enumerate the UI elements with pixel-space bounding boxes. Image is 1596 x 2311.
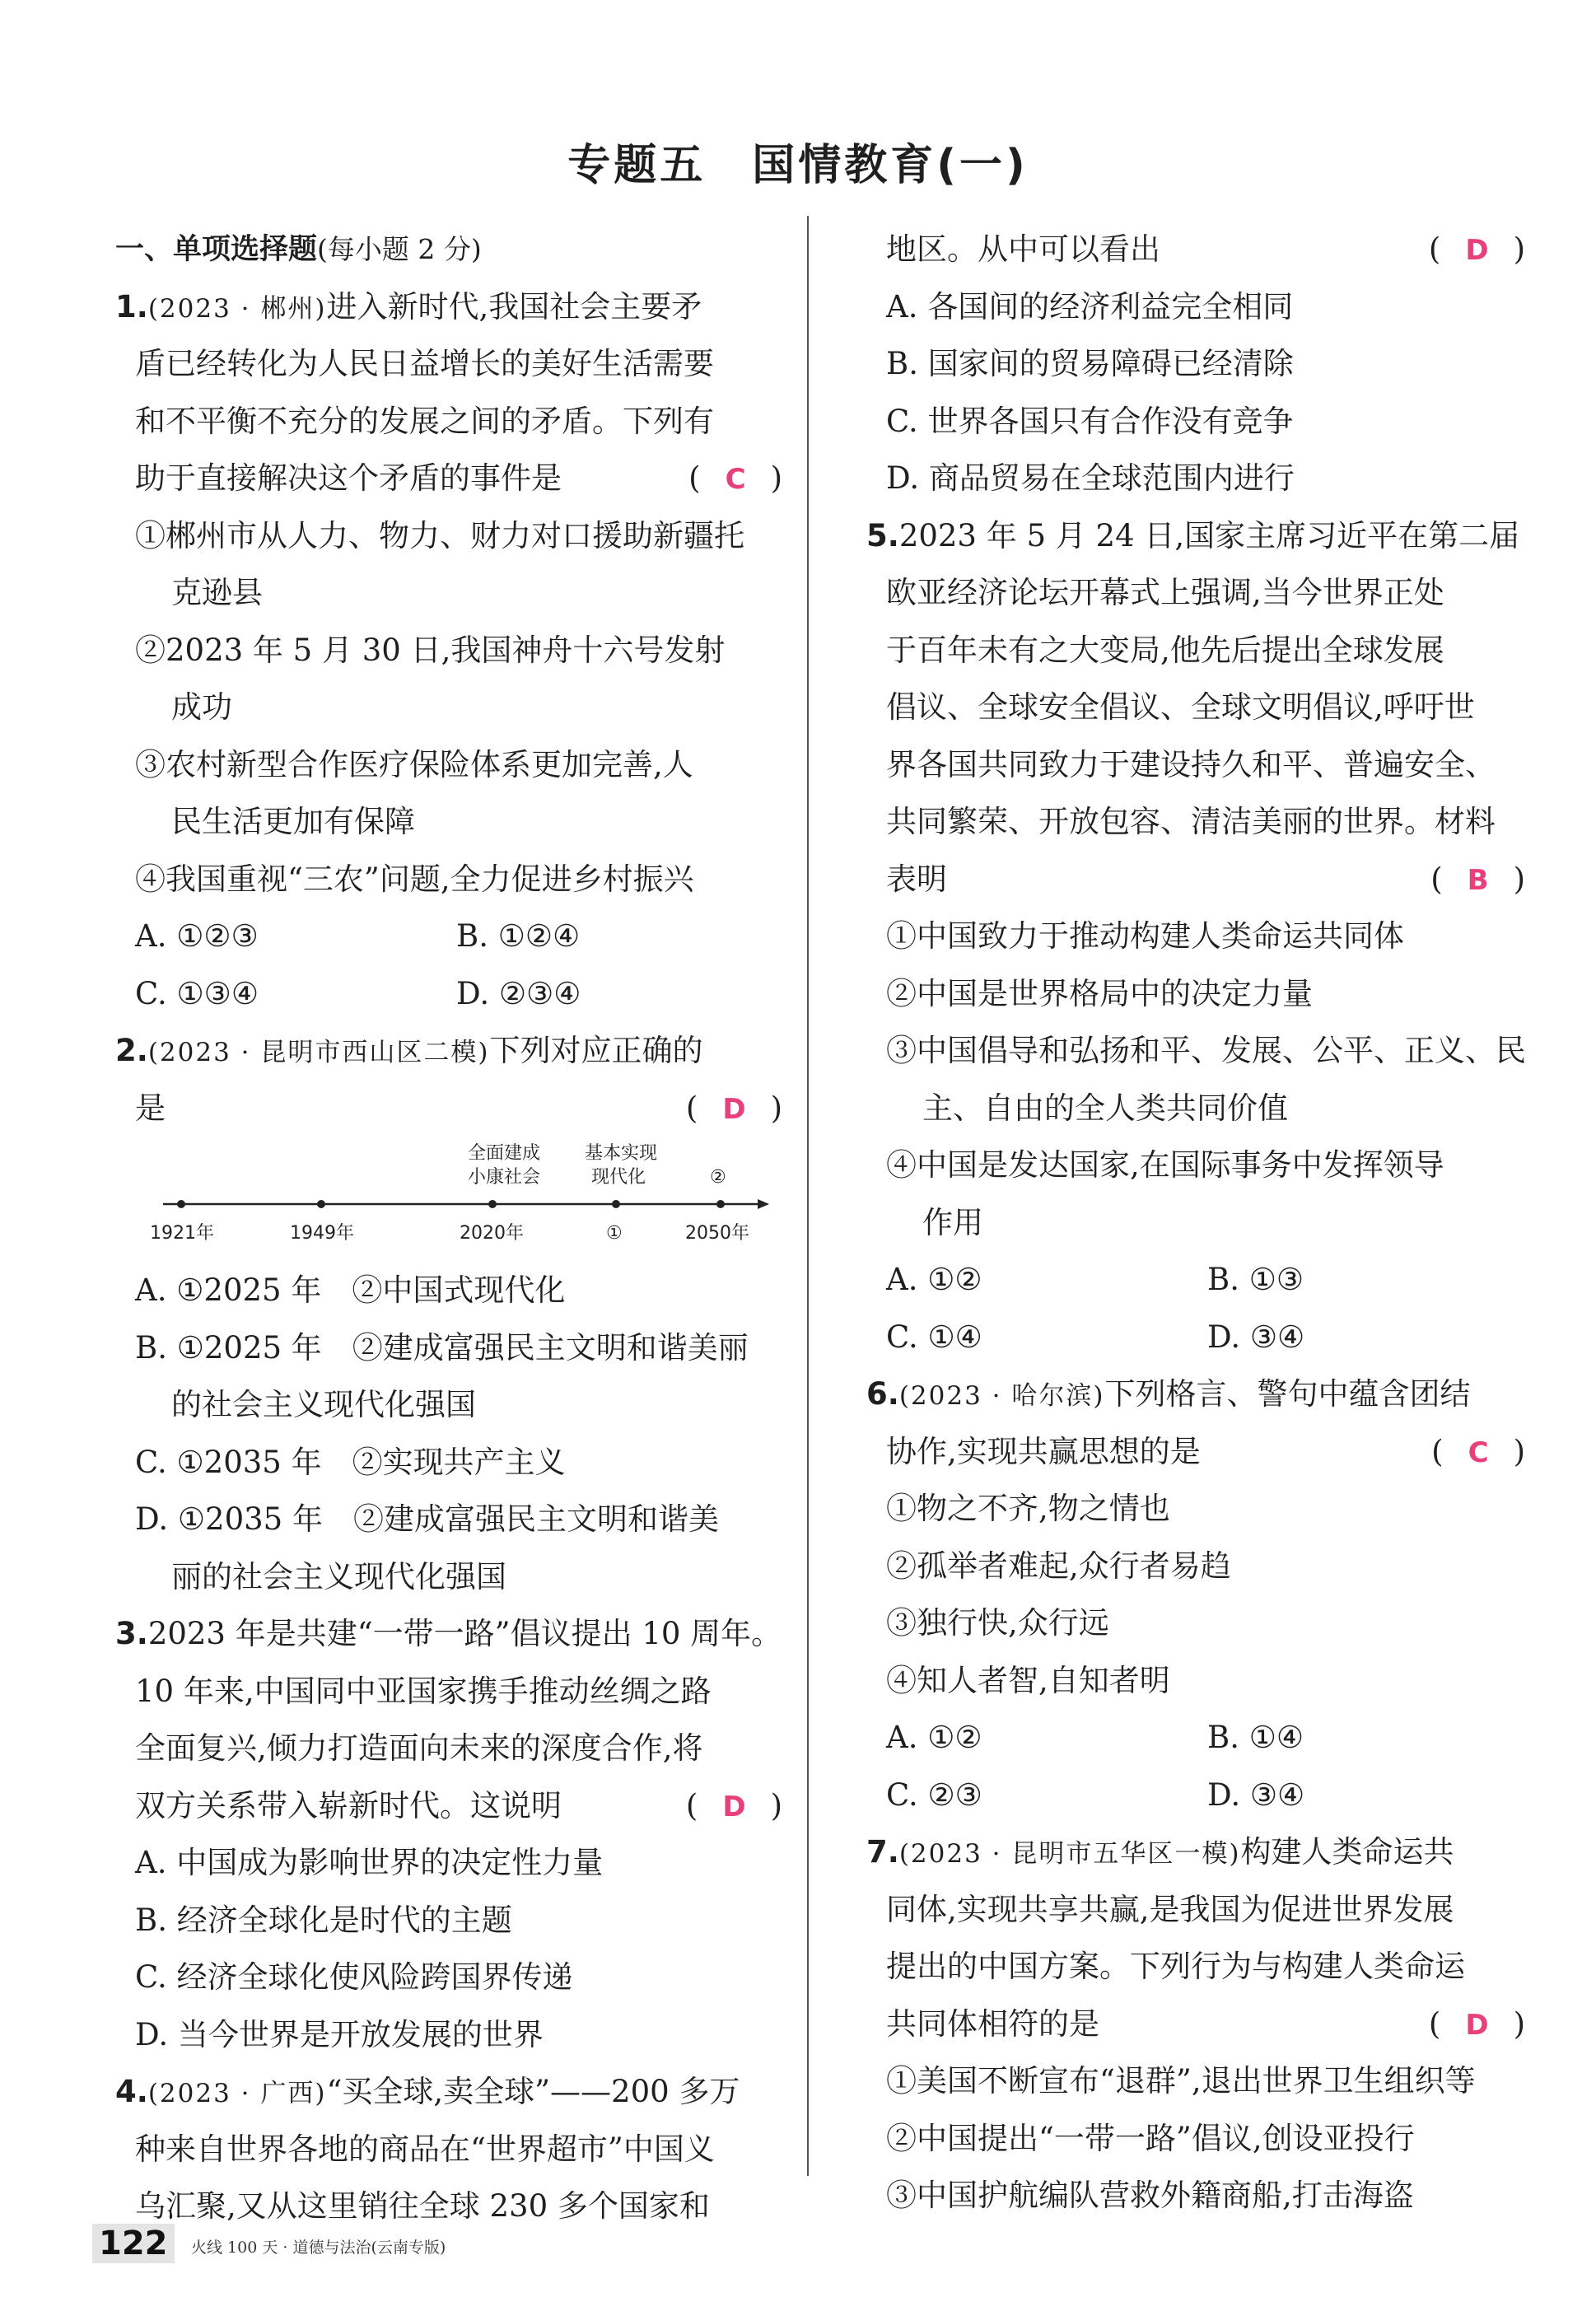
- stem-text: 进入新时代,我国社会主要矛: [326, 288, 702, 324]
- option-b: B. 经济全球化是时代的主题: [135, 1902, 512, 1938]
- timeline-year: 1949年: [290, 1223, 354, 1244]
- stem-line: [866, 221, 1525, 278]
- statement-item: ④知人者智,自知者明: [886, 1662, 1170, 1698]
- answer-letter: D: [722, 1092, 746, 1126]
- left-column: [115, 221, 782, 2235]
- option-a: A. ①②: [886, 1262, 982, 1297]
- stem-text: “买全球,卖全球”——200 多万: [326, 2074, 740, 2109]
- answer-bracket: ( D ): [1428, 2005, 1525, 2042]
- stem-line: 界各国共同致力于建设持久和平、普遍安全、: [886, 746, 1496, 782]
- option-a: A. ①②: [886, 1720, 982, 1755]
- statement-item: ③独行快,众行远: [886, 1605, 1109, 1641]
- timeline-year: 1921年: [150, 1223, 214, 1244]
- timeline-label-end: ②: [710, 1167, 726, 1188]
- timeline-label-mid-line2: 现代化: [591, 1167, 646, 1188]
- section-label: 一、单项选择题: [115, 233, 318, 266]
- column-divider: [807, 216, 809, 2176]
- option-d: D. ③④: [1207, 1319, 1305, 1355]
- statement-item: ①中国致力于推动构建人类命运共同体: [886, 918, 1404, 954]
- option-a: A. 中国成为影响世界的决定性力量: [135, 1845, 604, 1880]
- option-b: B. ①②④: [456, 918, 581, 954]
- timeline-year: 2020年: [460, 1223, 524, 1244]
- statement-item: ①美国不断宣布“退群”,退出世界卫生组织等: [886, 2063, 1476, 2099]
- section-heading: [115, 221, 782, 278]
- question-number: 4.: [115, 2074, 148, 2109]
- question-number: 6.: [866, 1376, 899, 1412]
- stem-text: 助于直接解决这个矛盾的事件是: [135, 460, 562, 496]
- answer-letter: B: [1467, 863, 1489, 897]
- stem-text: 双方关系带入崭新时代。这说明: [135, 1787, 562, 1823]
- option-b-continued: 的社会主义现代化强国: [171, 1387, 476, 1422]
- option-b: B. ①③: [1207, 1262, 1304, 1297]
- statement-item: ②中国提出“一带一路”倡议,创设亚投行: [886, 2120, 1415, 2156]
- stem-line: [115, 1080, 782, 1137]
- answer-bracket: ( C ): [1431, 1433, 1525, 1469]
- question-source: (2023 · 哈尔滨): [898, 1381, 1105, 1411]
- stem-text: 地区。从中可以看出: [886, 231, 1160, 267]
- question-7-stem-line: [866, 1823, 1525, 1881]
- book-title: 火线 100 天 · 道德与法治(云南专版): [191, 2239, 446, 2257]
- stem-line: 盾已经转化为人民日益增长的美好生活需要: [135, 346, 714, 381]
- timeline-dot: [612, 1200, 620, 1208]
- question-number: 5.: [866, 517, 899, 553]
- option-d: D. ③④: [1207, 1776, 1305, 1813]
- answer-letter: C: [1468, 1436, 1489, 1469]
- statement-item: ①郴州市从人力、物力、财力对口援助新疆托: [135, 517, 744, 553]
- option-d: D. ①2035 年 ②建成富强民主文明和谐美: [135, 1501, 719, 1537]
- stem-text: 协作,实现共赢思想的是: [886, 1433, 1201, 1469]
- option-row: [866, 1709, 1525, 1767]
- answer-bracket: ( C ): [688, 460, 782, 496]
- option-c: C. 经济全球化使风险跨国界传递: [135, 1959, 573, 1995]
- option-c: C. ②③: [886, 1776, 982, 1813]
- stem-text: 表明: [886, 861, 947, 897]
- page-title: 专题五 国情教育(一): [567, 141, 1029, 190]
- statement-item: 克逊县: [171, 575, 263, 610]
- question-source: (2023 · 郴州): [147, 293, 327, 324]
- answer-bracket: ( D ): [685, 1787, 782, 1823]
- question-2-stem-line: [115, 1022, 782, 1080]
- timeline-figure: [115, 1137, 782, 1262]
- timeline-label-2020-line2: 小康社会: [468, 1167, 541, 1188]
- option-d: D. 当今世界是开放发展的世界: [135, 2016, 544, 2052]
- timeline-dot: [177, 1200, 185, 1208]
- question-1-stem-line: [115, 278, 782, 336]
- stem-line: 和不平衡不充分的发展之间的矛盾。下列有: [135, 403, 714, 439]
- statement-item: ③中国护航编队营救外籍商船,打击海盗: [886, 2178, 1414, 2213]
- section-note: (每小题 2 分): [317, 233, 482, 265]
- question-number: 7.: [866, 1834, 899, 1870]
- answer-bracket: ( D ): [685, 1090, 782, 1126]
- stem-line: 同体,实现共享共赢,是我国为促进世界发展: [886, 1891, 1454, 1927]
- page-number: 122: [92, 2224, 175, 2263]
- stem-line: 乌汇聚,又从这里销往全球 230 多个国家和: [135, 2188, 710, 2224]
- stem-line: [115, 450, 782, 507]
- stem-line: [866, 1423, 1525, 1481]
- stem-text: 是: [135, 1090, 166, 1126]
- question-number: 1.: [115, 288, 148, 324]
- question-5-stem-line: [866, 507, 1525, 565]
- timeline-dot: [317, 1200, 325, 1208]
- option-row: [115, 965, 782, 1023]
- stem-line: 种来自世界各地的商品在“世界超市”中国义: [135, 2131, 715, 2167]
- stem-line: 提出的中国方案。下列行为与构建人类命运: [886, 1949, 1465, 1984]
- timeline-dot: [716, 1200, 725, 1208]
- stem-line: [115, 1777, 782, 1835]
- timeline-dot: [488, 1200, 497, 1208]
- answer-letter: C: [725, 463, 746, 496]
- stem-line: 共同繁荣、开放包容、清洁美丽的世界。材料: [886, 804, 1496, 839]
- answer-letter: D: [722, 1790, 746, 1823]
- timeline-label-mid-line1: 基本实现: [585, 1143, 658, 1164]
- question-number: 3.: [115, 1616, 148, 1651]
- statement-item: ②孤举者难起,众行者易趋: [886, 1548, 1231, 1584]
- stem-line: 10 年来,中国同中亚国家携手推动丝绸之路: [135, 1673, 712, 1709]
- stem-text: 下列格言、警句中蕴含团结: [1104, 1376, 1471, 1412]
- question-source: (2023 · 昆明市西山区二模): [147, 1038, 490, 1067]
- right-column: [866, 221, 1525, 2225]
- answer-bracket: ( D ): [1428, 231, 1525, 267]
- stem-text: 2023 年是共建“一带一路”倡议提出 10 周年。: [147, 1616, 782, 1651]
- option-d-continued: 丽的社会主义现代化强国: [171, 1558, 506, 1594]
- statement-item: ②中国是世界格局中的决定力量: [886, 975, 1313, 1011]
- option-a: A. 各国间的经济利益完全相同: [886, 288, 1294, 324]
- stem-text: 构建人类命运共: [1240, 1834, 1454, 1870]
- statement-item: ④中国是发达国家,在国际事务中发挥领导: [886, 1147, 1444, 1183]
- option-row: [115, 908, 782, 965]
- statement-item: 主、自由的全人类共同价值: [922, 1090, 1288, 1126]
- stem-line: 欧亚经济论坛开幕式上强调,当今世界正处: [886, 575, 1444, 610]
- option-row: [866, 1251, 1525, 1309]
- option-c: C. ①2035 年 ②实现共产主义: [135, 1444, 566, 1480]
- option-row: [866, 1767, 1525, 1824]
- option-b: B. 国家间的贸易障碍已经清除: [886, 346, 1294, 381]
- question-3-stem-line: [115, 1605, 782, 1663]
- option-d: D. 商品贸易在全球范围内进行: [886, 460, 1295, 496]
- stem-line: [866, 851, 1525, 908]
- statement-item: ②2023 年 5 月 30 日,我国神舟十六号发射: [135, 632, 726, 668]
- stem-text: 下列对应正确的: [489, 1033, 703, 1068]
- question-source: (2023 · 昆明市五华区一模): [898, 1839, 1241, 1869]
- option-b: B. ①④: [1207, 1720, 1304, 1755]
- statement-item: 民生活更加有保障: [171, 804, 415, 839]
- timeline-label-2020-line1: 全面建成: [468, 1143, 541, 1164]
- option-c: C. 世界各国只有合作没有竞争: [886, 403, 1294, 439]
- answer-letter: D: [1465, 234, 1489, 267]
- statement-item: ③农村新型合作医疗保险体系更加完善,人: [135, 746, 693, 782]
- statement-item: 作用: [922, 1204, 983, 1240]
- statement-item: ④我国重视“三农”问题,全力促进乡村振兴: [135, 861, 694, 897]
- question-source: (2023 · 广西): [147, 2079, 327, 2108]
- stem-line: 于百年未有之大变局,他先后提出全球发展: [886, 632, 1444, 668]
- option-d: D. ②③④: [456, 975, 581, 1011]
- statement-item: 成功: [171, 689, 232, 725]
- statement-item: ③中国倡导和弘扬和平、发展、公平、正义、民: [886, 1033, 1526, 1068]
- timeline-arrow: [758, 1199, 769, 1209]
- statement-item: ①物之不齐,物之情也: [886, 1491, 1170, 1526]
- stem-line: [866, 1996, 1525, 2053]
- stem-text: 2023 年 5 月 24 日,国家主席习近平在第二届: [898, 517, 1520, 553]
- answer-bracket: ( B ): [1430, 861, 1525, 897]
- stem-line: 倡议、全球安全倡议、全球文明倡议,呼吁世: [886, 689, 1475, 725]
- question-6-stem-line: [866, 1366, 1525, 1423]
- stem-text: 共同体相符的是: [886, 2005, 1099, 2042]
- timeline-year: 2050年: [685, 1223, 749, 1244]
- option-c: C. ①④: [886, 1319, 982, 1355]
- option-row: [866, 1309, 1525, 1366]
- answer-letter: D: [1465, 2008, 1489, 2042]
- question-number: 2.: [115, 1033, 148, 1068]
- option-b: B. ①2025 年 ②建成富强民主文明和谐美丽: [135, 1329, 749, 1366]
- option-a: A. ①2025 年 ②中国式现代化: [135, 1272, 566, 1308]
- question-4-stem-line: [115, 2063, 782, 2121]
- stem-line: 全面复兴,倾力打造面向未来的深度合作,将: [135, 1730, 703, 1766]
- timeline-year: ①: [606, 1223, 623, 1244]
- option-a: A. ①②③: [135, 918, 259, 954]
- option-c: C. ①③④: [135, 975, 259, 1011]
